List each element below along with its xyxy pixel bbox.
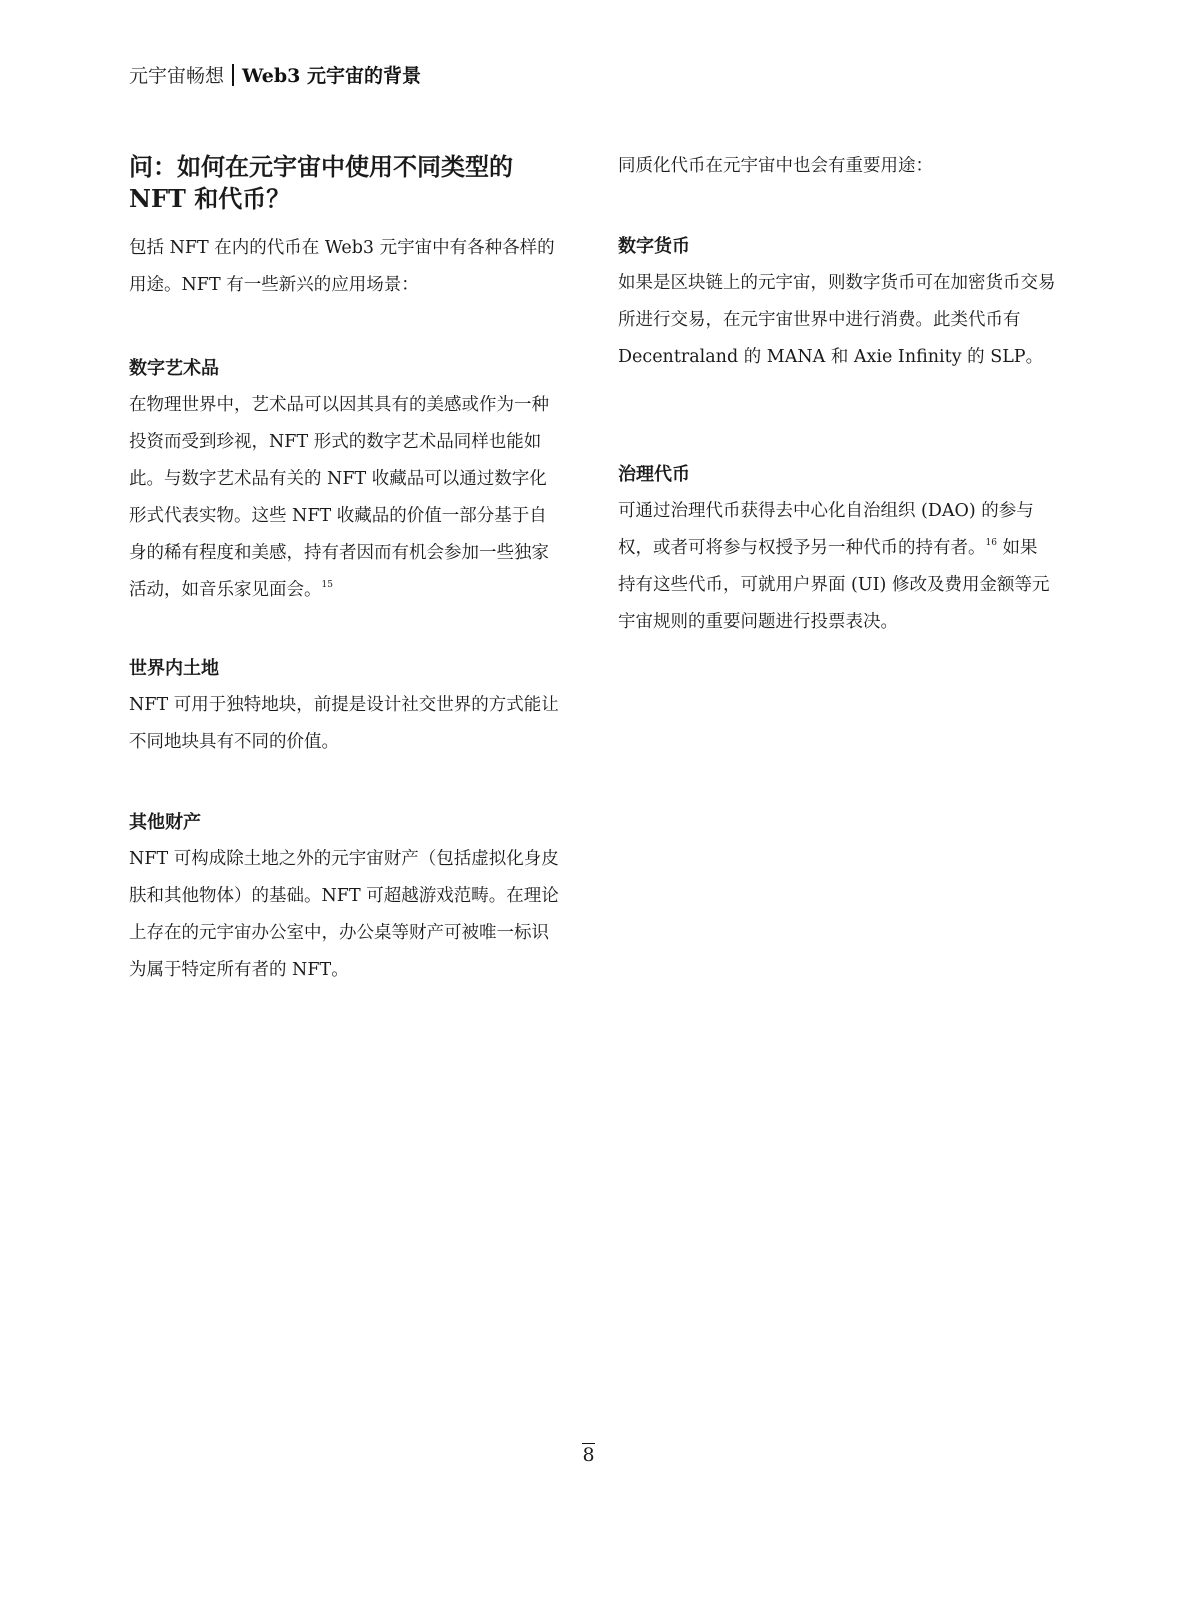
running-header xyxy=(129,62,421,90)
section-text: 在物理世界中，艺术品可以因其具有的美感或作为一种投资而受到珍视，NFT 形式的数字艺术品同样也能如此。与数字艺术品有关的 NFT 收藏品可以通过数字化形式代表实物。这些 NFT 收藏品的价值一部分基于自身的稀有程度和美感，持有者因而有机会参加一些独家活动，如音乐家见面会。$^{15}$ xyxy=(129,395,549,600)
section-title: 其他财产 xyxy=(129,812,201,833)
right-intro: 同质化代币在元宇宙中也会有重要用途： xyxy=(618,156,933,176)
section-in-world-land xyxy=(129,655,561,761)
section-governance-token xyxy=(618,461,1050,641)
section-digital-currency xyxy=(618,233,1058,376)
footnote-ref: 15 xyxy=(321,580,333,590)
question-title: 问：如何在元宇宙中使用不同类型的 NFT 和代币？ xyxy=(129,152,513,213)
section-title: 数字货币 xyxy=(618,236,690,257)
section-title: 治理代币 xyxy=(618,464,690,485)
chapter-title: Web3 元宇宙的背景 xyxy=(242,65,422,87)
footnote-ref: 16 xyxy=(985,538,997,548)
section-text: 如果是区块链上的元宇宙，则数字货币可在加密货币交易所进行交易，在元宇宙世界中进行消费。此类代币有 Decentraland 的 MANA 和 Axie Infinity 的 SLP。 xyxy=(618,273,1056,367)
left-intro: 包括 NFT 在内的代币在 Web3 元宇宙中有各种各样的用途。NFT 有一些新兴的应用场景： xyxy=(129,238,555,295)
section-title: 数字艺术品 xyxy=(129,358,219,379)
header-divider xyxy=(232,64,234,86)
section-title: 世界内土地 xyxy=(129,658,219,679)
section-other-property xyxy=(129,809,561,989)
section-text: 可通过治理代币获得去中心化自治组织 (DAO) 的参与权，或者可将参与权授予另一种代币的持有者。$^{16}$ 如果持有这些代币，可就用户界面 (UI) 修改及费用金额等元宇宙规则的重要问题进行投票表决。 xyxy=(618,501,1050,632)
section-text: NFT 可构成除土地之外的元宇宙财产（包括虚拟化身皮肤和其他物体）的基础。NFT 可超越游戏范畴。在理论上存在的元宇宙办公室中，办公桌等财产可被唯一标识为属于特定所有者的 NFT。 xyxy=(129,849,559,980)
page-number: 8 xyxy=(582,1444,595,1466)
section-text: NFT 可用于独特地块，前提是设计社交世界的方式能让不同地块具有不同的价值。 xyxy=(129,695,559,752)
section-digital-art xyxy=(129,355,561,609)
series-title: 元宇宙畅想 xyxy=(129,65,225,87)
